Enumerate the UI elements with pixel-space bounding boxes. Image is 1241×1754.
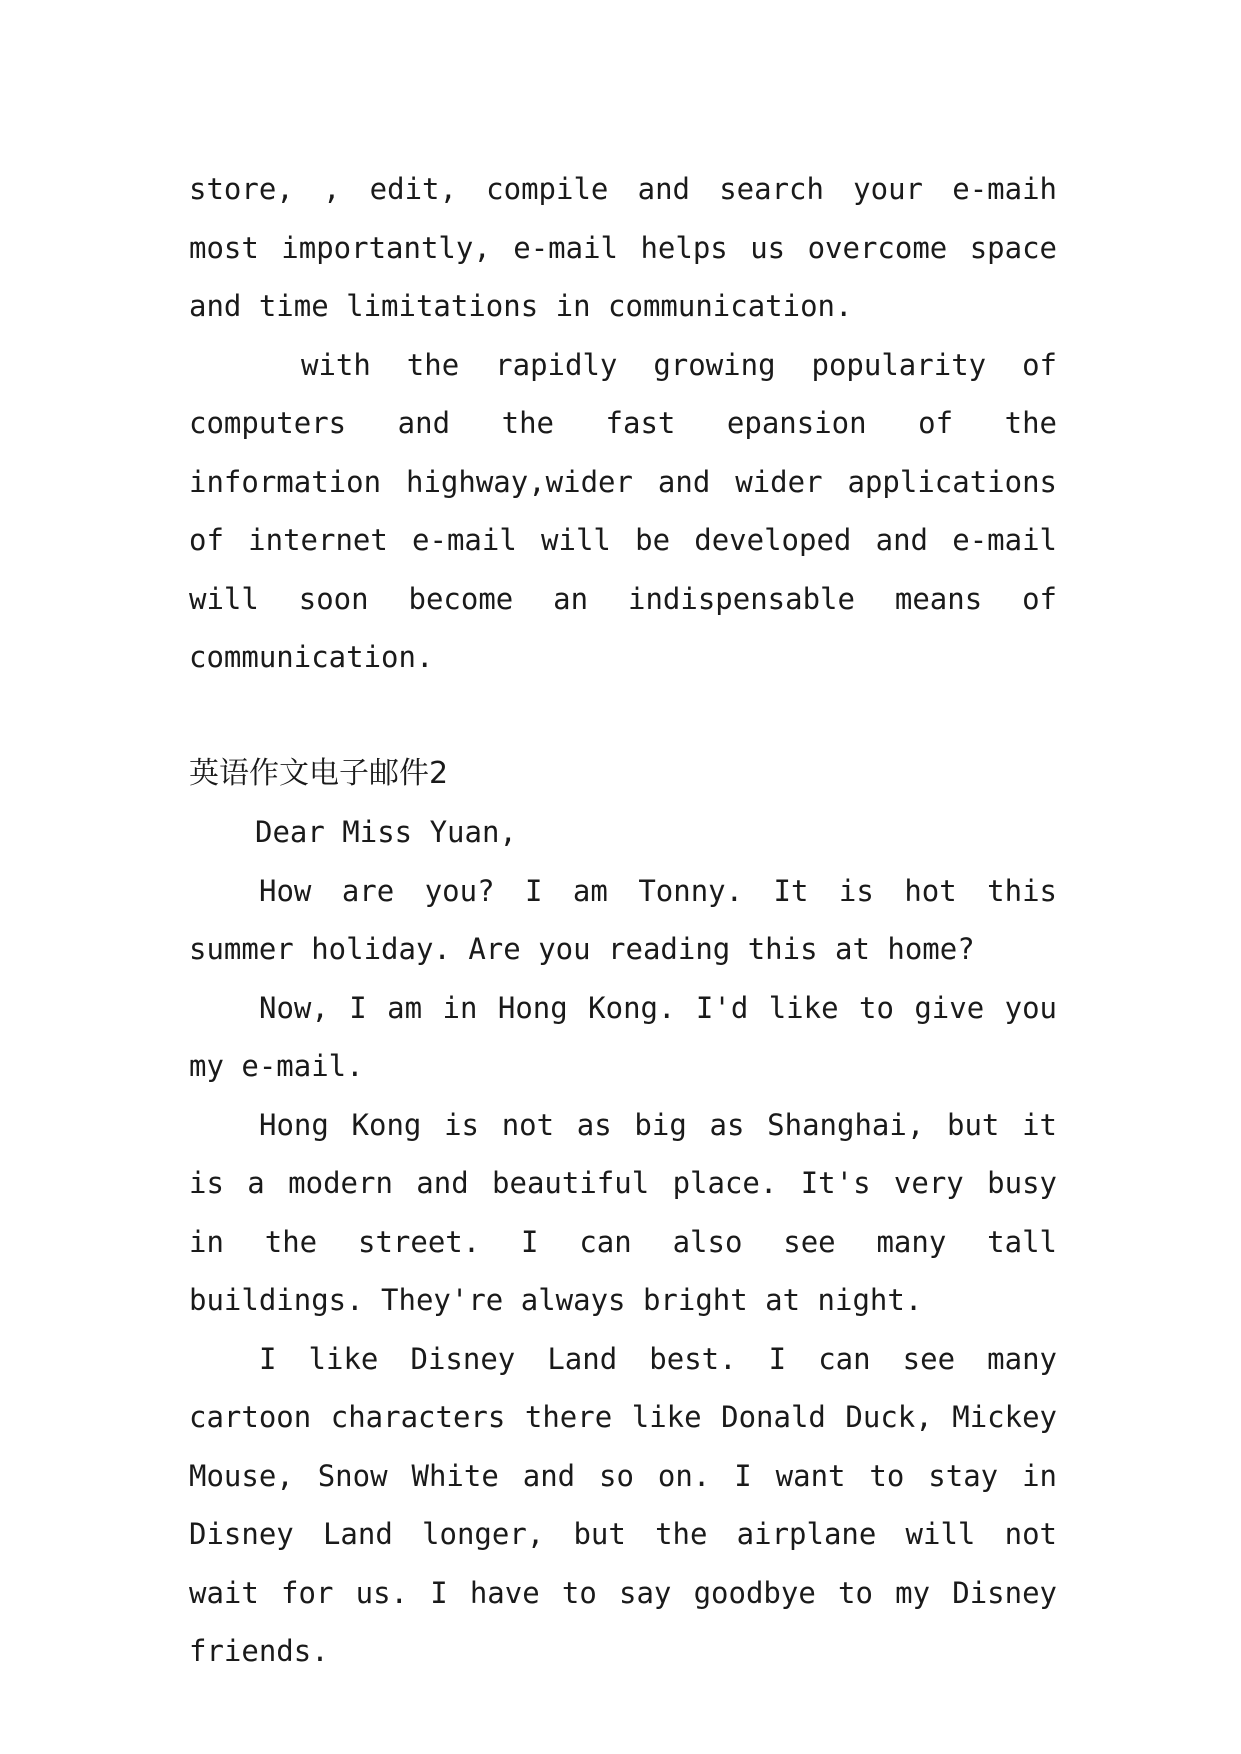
paragraph-hong-kong: Hong Kong is not as big as Shanghai, but it is a modern and beautiful place. It's very busy in the street. I can also see many tall buildings. They're always bright at night. — [189, 1107, 1057, 1317]
paragraph-email-outlook: with the rapidly growing popularity of computers and the fast epansion of the information highway,wider and wider applications of internet e-mail will be developed and e-mail will soon become an indispensable means of communication. — [189, 347, 1057, 674]
essay-heading: 英语作文电子邮件2 — [189, 755, 449, 791]
letter-salutation: Dear Miss Yuan, — [255, 815, 517, 849]
document-body — [189, 160, 1057, 1681]
paragraph-continuation: store, , edit, compile and search your e-maih most importantly, e-mail helps us overcome space and time limitations in communication. — [189, 172, 1057, 323]
paragraph-location: Now, I am in Hong Kong. I'd like to give you my e-mail. — [189, 990, 1057, 1083]
paragraph-disney-land: I like Disney Land best. I can see many cartoon characters there like Donald Duck, Mickey Mouse, Snow White and so on. I want to stay in Disney Land longer, but the airplane will not wait for us. I have to say goodbye to my Disney friends. — [189, 1341, 1057, 1668]
paragraph-greeting: How are you? I am Tonny. It is hot this summer holiday. Are you reading this at home? — [189, 873, 1057, 966]
